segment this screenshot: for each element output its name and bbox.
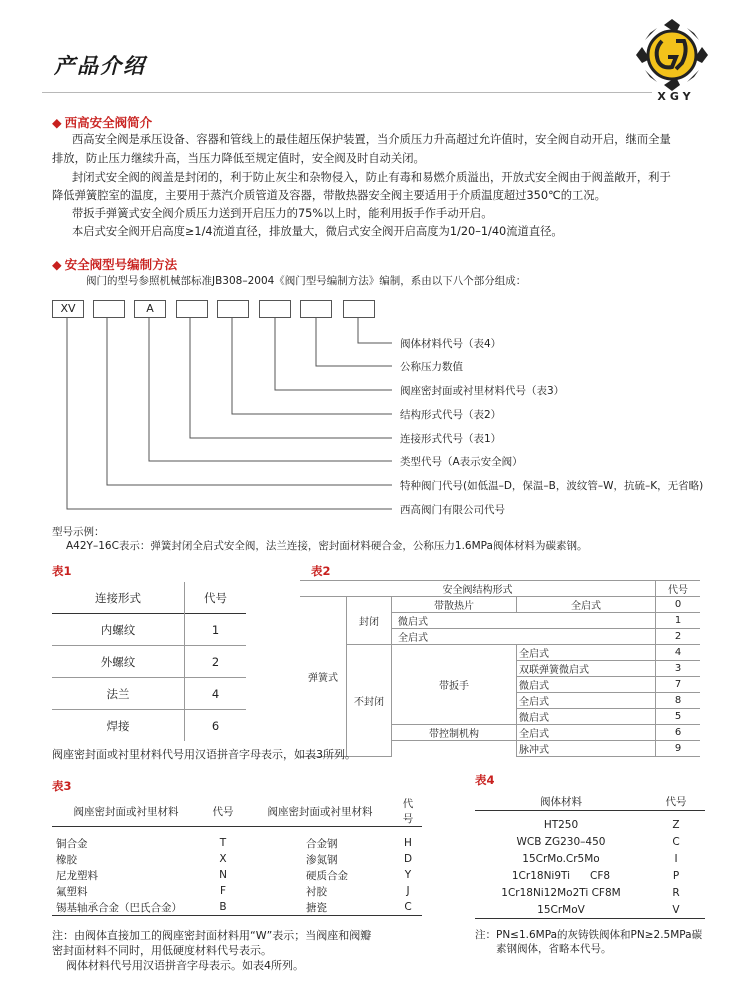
table-row — [300, 645, 700, 661]
table-row — [52, 899, 422, 916]
table-header-cell: 代号 — [394, 796, 422, 827]
table-row — [475, 811, 705, 834]
table-header-row — [300, 581, 700, 597]
table-cell: N — [219, 869, 227, 881]
code-label-2: 公称压力数值 — [400, 361, 463, 373]
intro-heading-text: 西高安全阀简介 — [64, 115, 153, 130]
code-label-4: 结构形式代号（表2） — [400, 409, 502, 421]
table-row — [52, 710, 246, 742]
table-cell: P — [672, 869, 680, 882]
table-row — [52, 614, 246, 646]
table-cell: 全启式 — [392, 629, 656, 645]
table-cell: 微启式 — [392, 613, 656, 629]
empty-cell — [392, 741, 517, 757]
table-row — [52, 851, 422, 867]
intro-p1b: 排放，防止压力继续升高，当压力降低至规定值时，安全阀及时自动关闭。 — [52, 152, 425, 165]
table-cell: 1Cr18Ni12Mo2Ti CF8M — [501, 886, 621, 899]
table-cell: I — [674, 852, 678, 865]
table-cell: R — [672, 886, 680, 899]
table-header-row — [52, 796, 422, 827]
table2 — [300, 580, 700, 757]
intro-p4: 本启式安全阀开启高度≥1/4流道直径，排放量大，微启式安全阀开启高度为1/20–1/40流道直径。 — [72, 225, 563, 238]
table3-title: 表3 — [52, 779, 72, 793]
intro-p2b: 降低弹簧腔室的温度，主要用于蒸汽介质管道及容器，带散热器安全阀主要适用于介质温度超过350℃的工况。 — [52, 189, 606, 202]
code-label-3: 阀座密封面或衬里材料代号（表3） — [400, 385, 565, 397]
table-cell: HT250 — [543, 818, 579, 831]
table3 — [52, 796, 422, 916]
code-label-8: 西高阀门有限公司代号 — [400, 504, 505, 516]
table-header-cell: 代号 — [200, 796, 246, 827]
table-cell: 6 — [185, 710, 247, 742]
radiator-cell: 带散热片 — [392, 597, 517, 613]
intro-p1: 西高安全阀是承压设备、容器和管线上的最佳超压保护装置，当介质压力升高超过允许值时，安全阀自动开启，继而全量 — [72, 133, 671, 146]
table-header-row — [52, 582, 246, 614]
example-label: 型号示例： — [52, 526, 105, 538]
model-intro: 阀门的型号参照机械部标准JB308–2004《阀门型号编制方法》编制，系由以下八个部分组成： — [86, 275, 527, 287]
table-cell: 全启式 — [517, 693, 656, 709]
table1-title: 表1 — [52, 564, 72, 578]
intro-p2: 封闭式安全阀的阀盖是封闭的，利于防止灰尘和杂物侵入，防止有毒和易燃介质溢出，开放式安全阀由于阀盖敞开，利于 — [72, 171, 671, 184]
code-label-5: 连接形式代号（表1） — [400, 433, 502, 445]
table-cell: 5 — [656, 709, 701, 725]
table-cell: 衬胶 — [306, 885, 327, 898]
table-row — [475, 884, 705, 901]
table-cell: C — [672, 835, 680, 848]
table-cell: Z — [672, 818, 680, 831]
table-row — [475, 901, 705, 919]
table-header-cell: 阀体材料 — [475, 793, 647, 811]
table-row — [475, 833, 705, 850]
table-cell: Y — [404, 869, 412, 881]
table-header-cell: 阀座密封面或衬里材料 — [52, 796, 200, 827]
table-cell: 全启式 — [517, 597, 656, 613]
table-cell: 4 — [185, 678, 247, 710]
intro-p3: 带扳手弹簧式安全阀介质压力送到开启压力的75%以上时，能利用扳手作手动开启。 — [72, 207, 493, 220]
logo-text: XGY — [657, 90, 695, 103]
wrench-cell: 带扳手 — [392, 645, 517, 725]
table-cell: 1 — [185, 614, 247, 646]
table-cell: 0 — [656, 597, 701, 613]
table-cell: 硬质合金 — [306, 869, 348, 882]
table-row — [52, 827, 422, 852]
note2-line1: 注：由阀体直接加工的阀座密封面材料用“W”表示；当阀座和阀瓣 — [52, 929, 372, 942]
table-cell: X — [219, 853, 227, 865]
table-cell: 微启式 — [517, 709, 656, 725]
example-text: A42Y–16C表示：弹簧封闭全启式安全阀，法兰连接，密封面材料硬合金，公称压力1.6MPa阀体材料为碳素钢。 — [66, 540, 588, 552]
table-header-cell: 代号 — [204, 590, 227, 605]
table-cell: 全启式 — [517, 725, 656, 741]
table-cell: 1Cr18Ni9Ti CF8 — [511, 869, 611, 882]
table-cell: H — [404, 837, 412, 849]
code-label-1: 阀体材料代号（表4） — [400, 338, 502, 350]
spring-cell: 弹簧式 — [300, 597, 347, 757]
table-cell: D — [403, 853, 413, 865]
table-cell: F — [219, 885, 227, 897]
table-cell: 2 — [185, 646, 247, 678]
table-cell: 外螺纹 — [52, 646, 185, 678]
table-cell: T — [219, 837, 227, 849]
table-cell: 7 — [656, 677, 701, 693]
table4-title: 表4 — [475, 773, 495, 787]
table-row — [52, 883, 422, 899]
table-cell: 法兰 — [52, 678, 185, 710]
table-cell: 内螺纹 — [52, 614, 185, 646]
table-row — [52, 867, 422, 883]
model-heading-text: 安全阀型号编制方法 — [64, 257, 178, 272]
table-cell: 全启式 — [517, 645, 656, 661]
table-cell: 6 — [656, 725, 701, 741]
table-row — [475, 850, 705, 867]
page-title: 产品介绍 — [54, 54, 146, 78]
table-header-cell: 阀座密封面或衬里材料 — [246, 796, 394, 827]
table-cell: J — [406, 885, 410, 897]
table-cell: 15CrMo.Cr5Mo — [522, 852, 600, 865]
table-cell: 橡胶 — [56, 853, 77, 866]
table-cell: 4 — [656, 645, 701, 661]
table-header-row — [475, 793, 705, 811]
table-cell: 8 — [656, 693, 701, 709]
table4 — [475, 793, 705, 919]
table-cell: 3 — [656, 661, 701, 677]
table-row — [475, 867, 705, 884]
diamond-icon: ◆ — [52, 115, 62, 130]
code-box-3: A — [134, 300, 166, 318]
table-row — [300, 597, 700, 613]
table-row — [52, 646, 246, 678]
table-cell: 9 — [656, 741, 701, 757]
control-cell: 带控制机构 — [392, 725, 517, 741]
code-label-7: 特种阀门代号(如低温–D，保温–B，波纹管–W，抗硫–K，无省略) — [400, 480, 704, 492]
table-header-cell: 安全阀结构形式 — [300, 581, 656, 597]
note3-line2: 素钢阀体，省略本代号。 — [496, 943, 612, 955]
note2-line2: 密封面材料不同时，用低硬度材料代号表示。 — [52, 944, 272, 957]
table1 — [52, 582, 246, 741]
table-cell: 合金钢 — [306, 837, 338, 850]
table-cell: 2 — [656, 629, 701, 645]
note2-line3: 阀体材料代号用汉语拼音字母表示。如表4所列。 — [66, 959, 304, 972]
table-cell: 双联弹簧微启式 — [517, 661, 656, 677]
open-cell: 不封闭 — [347, 645, 392, 757]
table-cell: B — [200, 899, 246, 916]
note-table3-intro: 阀座密封面或衬里材料代号用汉语拼音字母表示，如表3所列。 — [52, 748, 356, 761]
table-cell: 1 — [656, 613, 701, 629]
table-cell: V — [647, 901, 705, 919]
code-label-6: 类型代号（A表示安全阀） — [400, 456, 523, 468]
table-cell: 铜合金 — [56, 837, 88, 850]
table-cell: 焊接 — [52, 710, 185, 742]
closed-cell: 封闭 — [347, 597, 392, 645]
table-cell: 搪瓷 — [246, 899, 394, 916]
table-header-cell: 代号 — [656, 581, 701, 597]
table-cell: 氟塑料 — [56, 885, 88, 898]
table-cell: WCB ZG230–450 — [516, 835, 606, 848]
table-cell: 微启式 — [517, 677, 656, 693]
table-cell: 锡基轴承合金（巴氏合金） — [52, 899, 200, 916]
table-cell: 尼龙塑料 — [56, 869, 98, 882]
note3-line1: 注：PN≤1.6MPa的灰铸铁阀体和PN≥2.5MPa碳 — [475, 929, 703, 941]
table-row — [52, 678, 246, 710]
table-cell: 渗氮钢 — [306, 853, 338, 866]
table-header-cell: 连接形式 — [52, 582, 185, 614]
table-header-cell: 代号 — [647, 793, 705, 811]
table-cell: C — [394, 899, 422, 916]
table2-title: 表2 — [311, 564, 331, 578]
code-box-1: XV — [52, 300, 84, 318]
table-cell: 15CrMoV — [475, 901, 647, 919]
diamond-icon: ◆ — [52, 257, 62, 272]
table-cell: 脉冲式 — [517, 741, 656, 757]
